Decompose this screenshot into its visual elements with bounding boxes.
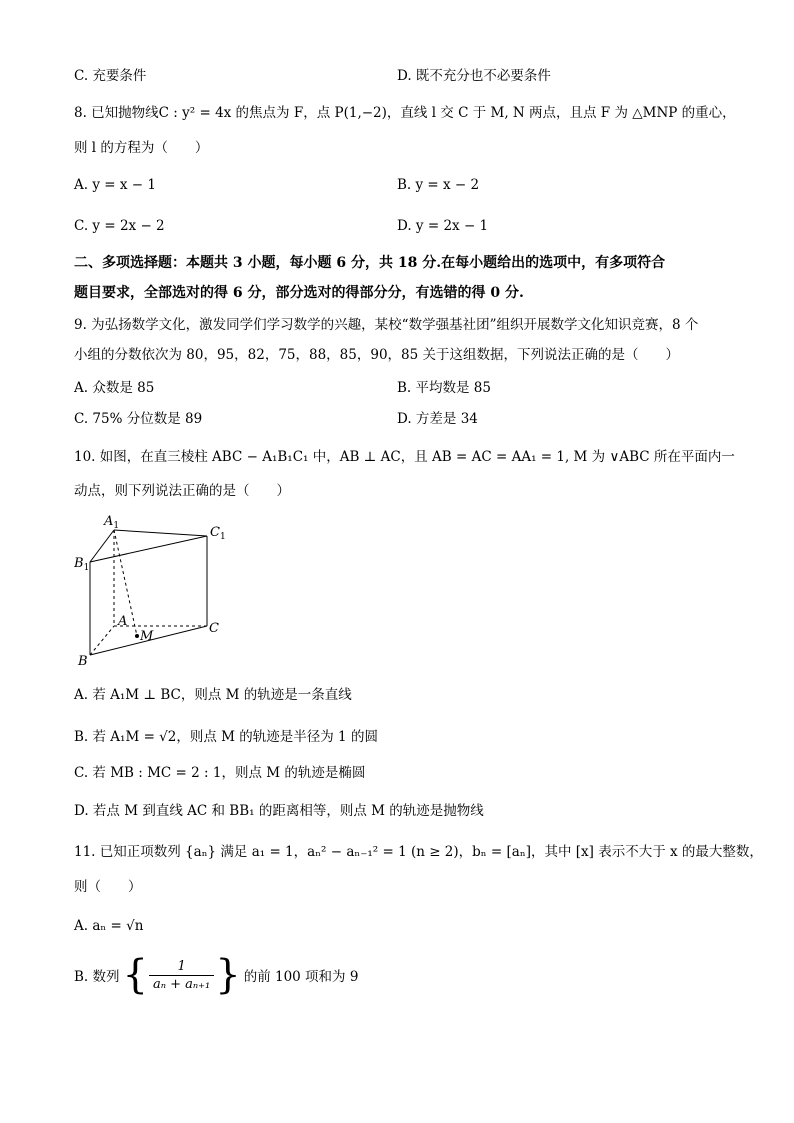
label-a1: $A_1$: [104, 514, 120, 531]
q10-option-a: A. 若 A₁M ⊥ BC，则点 M 的轨迹是一条直线: [74, 687, 352, 703]
q10-stem-line1: 10. 如图，在直三棱柱 ABC − A₁B₁C₁ 中，AB ⊥ AC，且 AB = AC = AA₁ = 1, M 为 ∨ABC 所在平面内一: [74, 449, 735, 465]
q8-option-d: D. y = 2x − 1: [397, 218, 489, 234]
left-brace: {: [122, 952, 148, 998]
edge-b1c1: [90, 536, 207, 562]
q11-stem-line2: 则（ ）: [74, 879, 142, 895]
q7-option-d: D. 既不充分也不必要条件: [397, 68, 551, 84]
q8-option-c: C. y = 2x − 2: [74, 218, 165, 234]
section2-heading-line2: 题目要求，全部选对的得 6 分，部分选对的得部分分，有选错的得 0 分.: [74, 285, 524, 301]
prism-figure: [74, 510, 234, 670]
q8-option-a: A. y = x − 1: [74, 177, 156, 193]
q11-option-a: A. aₙ = √n: [74, 918, 144, 934]
q11-option-b: [74, 950, 358, 1000]
q11-stem-line1: 11. 已知正项数列 {aₙ} 满足 a₁ = 1，aₙ² − aₙ₋₁² = 1 (n ≥ 2)，bₙ = [aₙ]，其中 [x] 表示不大于 x 的最大整数，: [74, 844, 763, 860]
q11-option-b-suffix: 的前 100 项和为 9: [243, 969, 359, 985]
q8-stem-line2: 则 l 的方程为（ ）: [74, 140, 209, 156]
q8-option-b: B. y = x − 2: [397, 177, 480, 193]
q9-option-a: A. 众数是 85: [74, 380, 155, 396]
q7-option-c: C. 充要条件: [74, 68, 147, 84]
q9-stem-line1: 9. 为弘扬数学文化，激发同学们学习数学的兴趣，某校“数学强基社团”组织开展数学文化知识竞赛，8 个: [74, 317, 699, 333]
label-b: B: [78, 654, 88, 669]
q10-option-d: D. 若点 M 到直线 AC 和 BB₁ 的距离相等，则点 M 的轨迹是抛物线: [74, 803, 484, 819]
q9-option-b: B. 平均数是 85: [397, 380, 491, 396]
fraction-numerator: 1: [177, 958, 186, 974]
edge-a1c1: [114, 530, 207, 536]
label-c: C: [209, 621, 219, 636]
fraction: [149, 959, 214, 992]
q10-option-c: C. 若 MB : MC = 2 : 1，则点 M 的轨迹是椭圆: [74, 765, 366, 781]
q10-option-b: B. 若 A₁M = √2，则点 M 的轨迹是半径为 1 的圆: [74, 729, 378, 745]
label-a: A: [118, 614, 128, 629]
label-b1: $B_1$: [74, 556, 90, 573]
point-m: [135, 634, 139, 638]
q9-stem-line2: 小组的分数依次为 80，95，82，75，88，85，90，85 关于这组数据，下列说法正确的是（ ）: [74, 347, 680, 363]
label-m: M: [140, 629, 154, 644]
section2-heading-line1: 二、多项选择题：本题共 3 小题，每小题 6 分，共 18 分.在每小题给出的选项中，有多项符合: [74, 255, 666, 271]
q8-stem-line1: 8. 已知抛物线C : y² = 4x 的焦点为 F，点 P(1,−2)，直线 l 交 C 于 M, N 两点，且点 F 为 △MNP 的重心，: [74, 105, 736, 121]
q9-option-c: C. 75% 分位数是 89: [74, 411, 203, 427]
q9-option-d: D. 方差是 34: [397, 411, 478, 427]
q11-option-b-prefix: B. 数列: [74, 969, 120, 985]
right-brace: }: [215, 952, 241, 998]
q10-stem-line2: 动点，则下列说法正确的是（ ）: [74, 483, 290, 499]
edge-ab-hidden: [90, 626, 114, 655]
label-c1: $C_1$: [210, 525, 226, 542]
fraction-denominator: aₙ + aₙ₊₁: [149, 975, 214, 992]
